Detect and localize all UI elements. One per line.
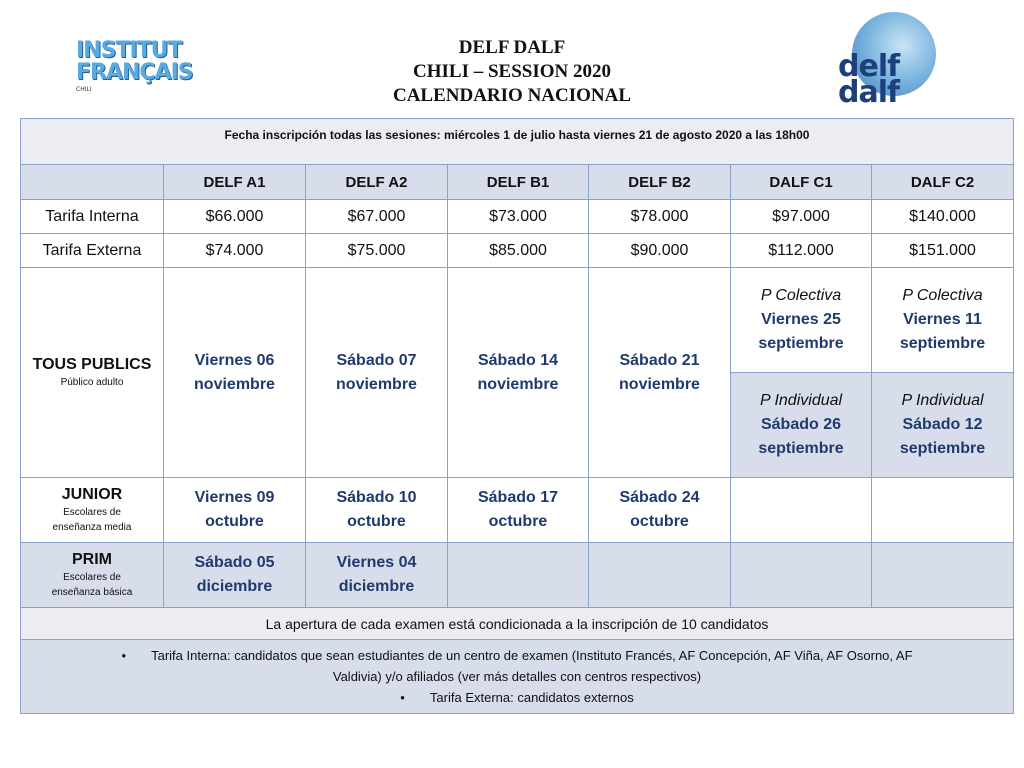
session-type: P Colectiva <box>760 287 842 304</box>
date-line: octubre <box>488 513 548 530</box>
date-cell <box>589 268 731 478</box>
price-cell: $78.000 <box>589 200 731 234</box>
calendar-table <box>20 118 1014 714</box>
column-header: DELF B2 <box>589 165 731 200</box>
footnote-text: Tarifa Externa: candidatos externos <box>429 690 634 705</box>
registration-row <box>21 119 1014 165</box>
date-cell <box>589 478 731 543</box>
date-line: septiembre <box>758 440 844 457</box>
date-line: Viernes 25 <box>761 311 841 328</box>
date-line: Viernes 11 <box>903 311 982 328</box>
price-cell: $85.000 <box>448 234 589 268</box>
footnote-text: Tarifa Interna: candidatos que sean estudiantes de un centro de examen (Instituto Francés, AF Concepción, AF Viña, AF Osorno, AF <box>151 648 913 663</box>
category-cell <box>21 478 164 543</box>
category-subtitle: Escolares de <box>63 507 121 518</box>
tarifa-interna-row <box>21 200 1014 234</box>
date-line: octubre <box>347 513 406 530</box>
date-line: Sábado 14 <box>477 351 559 369</box>
row-label: Tarifa Interna <box>21 200 164 234</box>
column-header: DALF C1 <box>731 165 872 200</box>
date-line: noviembre <box>477 375 559 393</box>
category-subtitle: enseñanza media <box>52 522 132 533</box>
price-cell: $73.000 <box>448 200 589 234</box>
category-title: TOUS PUBLICS <box>32 356 152 373</box>
date-line: Sábado 26 <box>760 416 842 433</box>
empty-cell <box>589 543 731 608</box>
date-cell <box>164 268 306 478</box>
price-cell: $67.000 <box>306 200 448 234</box>
logo-text-line: CHILI <box>76 86 92 93</box>
footnotes-row <box>21 640 1014 714</box>
category-cell <box>21 543 164 608</box>
date-line: Sábado 17 <box>477 489 559 506</box>
empty-cell <box>731 478 872 543</box>
condition-note: La apertura de cada examen está condicionada a la inscripción de 10 candidatos <box>21 608 1014 640</box>
date-line: Viernes 09 <box>194 489 275 506</box>
delf-dalf-logo <box>832 8 942 108</box>
price-cell: $66.000 <box>164 200 306 234</box>
date-cell <box>872 373 1014 478</box>
date-line: octubre <box>630 513 689 530</box>
session-type: P Individual <box>901 392 984 409</box>
date-cell <box>731 268 872 373</box>
date-cell <box>872 268 1014 373</box>
document-header <box>0 0 1024 118</box>
page-title <box>312 36 712 108</box>
corner-cell <box>21 165 164 200</box>
date-line: Viernes 06 <box>194 351 275 369</box>
column-header: DELF A2 <box>306 165 448 200</box>
price-cell: $74.000 <box>164 234 306 268</box>
date-line: Sábado 07 <box>336 351 417 369</box>
bullet-icon: • <box>400 690 405 705</box>
price-cell: $75.000 <box>306 234 448 268</box>
column-header: DELF A1 <box>164 165 306 200</box>
date-line: septiembre <box>758 335 844 352</box>
header-row <box>21 165 1014 200</box>
empty-cell <box>872 543 1014 608</box>
condition-row <box>21 608 1014 640</box>
date-line: diciembre <box>338 578 415 595</box>
tous-publics-row <box>21 268 1014 373</box>
date-line: Sábado 21 <box>619 351 700 369</box>
bullet-icon: • <box>121 648 127 663</box>
category-title: PRIM <box>72 551 112 568</box>
date-line: septiembre <box>899 335 986 352</box>
date-line: octubre <box>205 513 264 530</box>
footnote-item <box>21 687 1013 708</box>
logo-text-line: FRANÇAIS <box>76 60 193 85</box>
date-cell <box>306 543 448 608</box>
session-type: P Colectiva <box>902 287 983 304</box>
date-cell <box>164 543 306 608</box>
empty-cell <box>448 543 589 608</box>
date-line: noviembre <box>336 375 417 393</box>
date-cell <box>448 268 589 478</box>
logo-text-line: INSTITUT <box>76 38 182 63</box>
registration-note: Fecha inscripción todas las sesiones: miércoles 1 de julio hasta viernes 21 de agosto 2020 a las 18h00 <box>224 128 810 142</box>
footnote-text: Valdivia) y/o afiliados (ver más detalles con centros respectivos) <box>332 669 702 684</box>
category-subtitle: Público adulto <box>60 377 124 388</box>
price-cell: $97.000 <box>731 200 872 234</box>
junior-row <box>21 478 1014 543</box>
price-cell: $90.000 <box>589 234 731 268</box>
session-type: P Individual <box>759 392 843 409</box>
prim-row <box>21 543 1014 608</box>
footnotes <box>21 640 1014 714</box>
date-line: Sábado 12 <box>902 416 983 433</box>
title-line-3: CALENDARIO NACIONAL <box>392 85 632 106</box>
date-line: Viernes 04 <box>336 554 417 571</box>
date-cell <box>306 268 448 478</box>
date-cell <box>164 478 306 543</box>
category-title: JUNIOR <box>61 486 123 503</box>
date-line: noviembre <box>194 375 275 393</box>
category-subtitle: enseñanza básica <box>51 587 133 598</box>
date-line: Sábado 10 <box>336 489 417 506</box>
date-line: septiembre <box>899 440 986 457</box>
date-cell <box>731 373 872 478</box>
price-cell: $140.000 <box>872 200 1014 234</box>
price-cell: $112.000 <box>731 234 872 268</box>
row-label: Tarifa Externa <box>21 234 164 268</box>
institut-francais-logo <box>76 40 196 102</box>
date-cell <box>448 478 589 543</box>
title-line-2: CHILI – SESSION 2020 <box>413 61 611 82</box>
price-cell: $151.000 <box>872 234 1014 268</box>
date-line: Sábado 24 <box>619 489 700 506</box>
empty-cell <box>731 543 872 608</box>
title-line-1: DELF DALF <box>458 37 566 58</box>
category-cell <box>21 268 164 478</box>
column-header: DELF B1 <box>448 165 589 200</box>
date-line: diciembre <box>196 578 273 595</box>
date-line: noviembre <box>619 375 700 393</box>
footnote-item <box>21 645 1013 666</box>
tarifa-externa-row <box>21 234 1014 268</box>
empty-cell <box>872 478 1014 543</box>
category-subtitle: Escolares de <box>63 572 121 583</box>
date-line: Sábado 05 <box>194 554 275 571</box>
logo-text-line: delf <box>838 49 900 84</box>
logo-text-line: dalf <box>838 75 900 110</box>
date-cell <box>306 478 448 543</box>
column-header: DALF C2 <box>872 165 1014 200</box>
